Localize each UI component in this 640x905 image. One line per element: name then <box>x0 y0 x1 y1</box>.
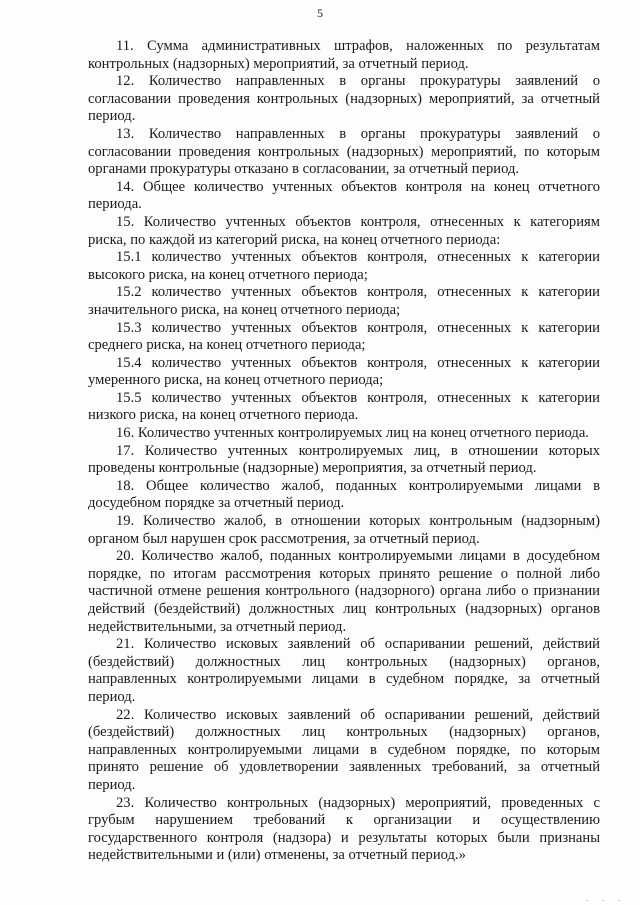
paragraph-16: 16. Количество учтенных контролируемых лиц на конец отчетного периода. <box>116 425 589 442</box>
paragraph-18: 18. Общее количество жалоб, поданных контролируемыми лицами в досудебном порядке за отчетный период. <box>88 477 600 512</box>
paragraph-14: 14. Общее количество учтенных объектов контроля на конец отчетного периода. <box>88 178 600 213</box>
paragraph-22: 22. Количество исковых заявлений об оспаривании решений, действий (бездействий) должностных лиц контрольных (надзорных) органов, направленных контролируемыми лицами в судебном порядке, по которым принято решение об удовлетворении заявленных требований, за отчетный период. <box>88 706 600 793</box>
paragraph-20: 20. Количество жалоб, поданных контролируемыми лицами в досудебном порядке, по итогам рассмотрения которых принято решение о полной либо частичной отмене решения контрольного (надзорного) органа либо о признании действий (бездействий) должностных лиц контрольных (надзорных) органов недействительными, за отчетный период. <box>88 548 600 635</box>
document-body <box>88 38 600 865</box>
paragraph-15-2: 15.2 количество учтенных объектов контроля, отнесенных к категории значительного риска, на конец отчетного периода; <box>88 284 600 318</box>
paragraph-12: 12. Количество направленных в органы прокуратуры заявлений о согласовании проведения контрольных (надзорных) мероприятий, за отчетный период. <box>88 73 600 125</box>
paragraph-17: 17. Количество учтенных контролируемых лиц, в отношении которых проведены контрольные (надзорные) мероприятия, за отчетный период. <box>88 442 600 477</box>
paragraph-15: 15. Количество учтенных объектов контроля, отнесенных к категориям риска, по каждой из категорий риска, на конец отчетного периода: <box>88 213 600 248</box>
paragraph-19: 19. Количество жалоб, в отношении которых контрольным (надзорным) органом был нарушен срок рассмотрения, за отчетный период. <box>88 513 600 547</box>
scan-corner-marks: . . . <box>586 894 626 903</box>
paragraph-15-3: 15.3 количество учтенных объектов контроля, отнесенных к категории среднего риска, на конец отчетного периода; <box>88 319 600 354</box>
paragraph-11: 11. Сумма административных штрафов, наложенных по результатам контрольных (надзорных) мероприятий, за отчетный период. <box>88 38 600 72</box>
paragraph-13: 13. Количество направленных в органы прокуратуры заявлений о согласовании проведения контрольных (надзорных) мероприятий, по которым органами прокуратуры отказано в согласовании, за отчетный период. <box>88 125 600 178</box>
paragraph-21: 21. Количество исковых заявлений об оспаривании решений, действий (бездействий) должностных лиц контрольных (надзорных) органов, направленных контролируемыми лицами в судебном порядке, за отчетный период. <box>88 636 600 705</box>
paragraph-15-1: 15.1 количество учтенных объектов контроля, отнесенных к категории высокого риска, на конец отчетного периода; <box>88 249 600 283</box>
paragraph-15-5: 15.5 количество учтенных объектов контроля, отнесенных к категории низкого риска, на конец отчетного периода. <box>88 389 600 424</box>
paragraph-23: 23. Количество контрольных (надзорных) мероприятий, проведенных с грубым нарушением требований к организации и осуществлению государственного контроля (надзора) и результаты которых были признаны недействительными и (или) отменены, за отчетный период.» <box>88 794 600 864</box>
paragraph-15-4: 15.4 количество учтенных объектов контроля, отнесенных к категории умеренного риска, на конец отчетного периода; <box>88 354 600 389</box>
page-number: 5 <box>317 6 323 20</box>
